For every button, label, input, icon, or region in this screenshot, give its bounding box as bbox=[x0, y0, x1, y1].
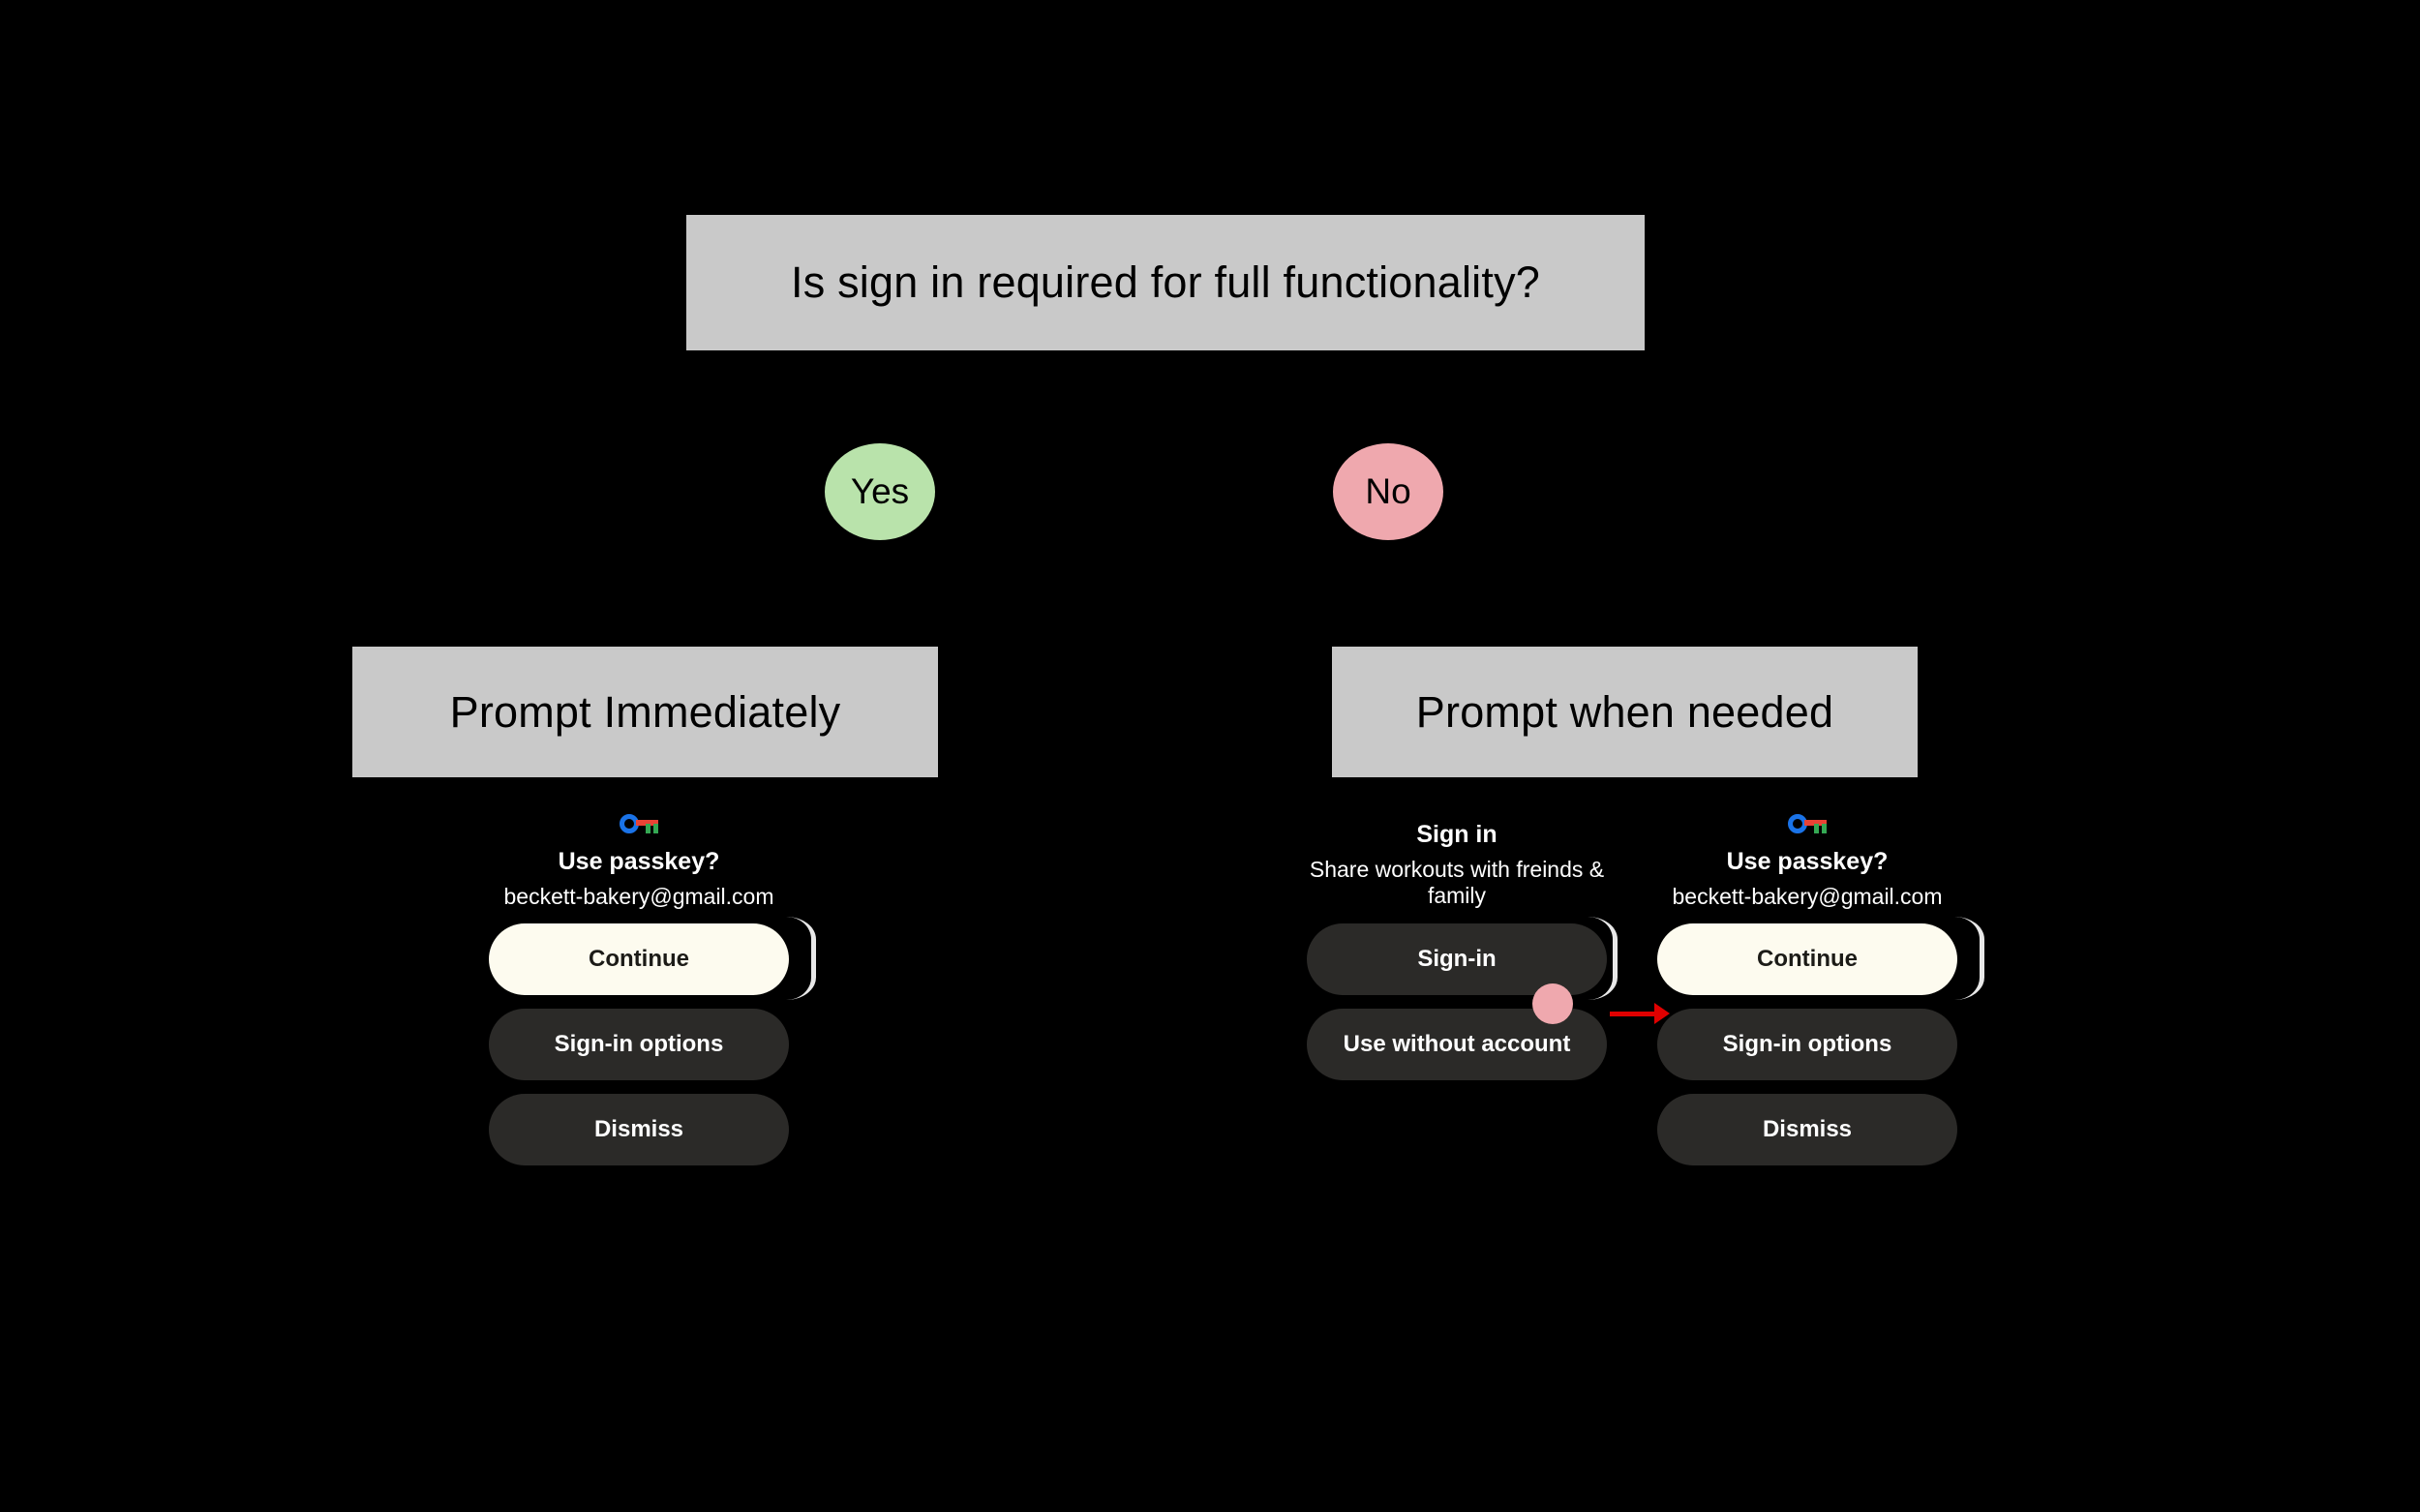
dismiss-button[interactable]: Dismiss bbox=[1657, 1094, 1957, 1165]
flow-arrow-line bbox=[1610, 1012, 1656, 1016]
passkey-sheet-title: Use passkey? bbox=[558, 848, 720, 875]
connector-no-to-outcome bbox=[1387, 538, 1390, 647]
outcome-box-prompt-when-needed: Prompt when needed bbox=[1332, 647, 1918, 777]
passkey-button-stack bbox=[489, 923, 789, 1165]
branch-label-no: No bbox=[1333, 443, 1443, 540]
mock-left-passkey-sheet bbox=[489, 811, 789, 1165]
root-question-box: Is sign in required for full functionality? bbox=[686, 215, 1645, 350]
connector-horizontal bbox=[880, 379, 1439, 382]
sign-in-button[interactable]: Sign-in bbox=[1307, 923, 1607, 995]
connector-to-yes bbox=[878, 379, 881, 445]
continue-button[interactable]: Continue bbox=[489, 923, 789, 995]
signin-sheet-subtitle: Share workouts with freinds & family bbox=[1309, 856, 1605, 909]
tap-cursor-indicator bbox=[1532, 983, 1573, 1024]
outcome-box-prompt-immediately: Prompt Immediately bbox=[352, 647, 938, 777]
passkey-key-icon bbox=[1788, 811, 1827, 836]
passkey-key-icon bbox=[620, 811, 658, 836]
phone-edge-right-mock bbox=[1954, 917, 1984, 1000]
connector-to-no bbox=[1387, 379, 1390, 445]
continue-button[interactable]: Continue bbox=[1657, 923, 1957, 995]
phone-edge-signin-mock bbox=[1588, 917, 1618, 1000]
sign-in-options-button[interactable]: Sign-in options bbox=[1657, 1009, 1957, 1080]
passkey-button-stack bbox=[1657, 923, 1957, 1165]
passkey-account-email: beckett-bakery@gmail.com bbox=[1672, 883, 1943, 909]
signin-sheet-title: Sign in bbox=[1416, 821, 1497, 848]
passkey-sheet-title: Use passkey? bbox=[1726, 848, 1889, 875]
branch-label-yes: Yes bbox=[825, 443, 935, 540]
phone-edge-left-mock bbox=[786, 917, 816, 1000]
dismiss-button[interactable]: Dismiss bbox=[489, 1094, 789, 1165]
connector-yes-to-outcome bbox=[878, 538, 881, 647]
passkey-account-email: beckett-bakery@gmail.com bbox=[503, 883, 774, 909]
sign-in-options-button[interactable]: Sign-in options bbox=[489, 1009, 789, 1080]
mock-right-passkey-sheet bbox=[1657, 811, 1957, 1165]
connector-root-down bbox=[1165, 350, 1167, 381]
mock-signin-sheet bbox=[1307, 821, 1607, 1080]
use-without-account-button[interactable]: Use without account bbox=[1307, 1009, 1607, 1080]
